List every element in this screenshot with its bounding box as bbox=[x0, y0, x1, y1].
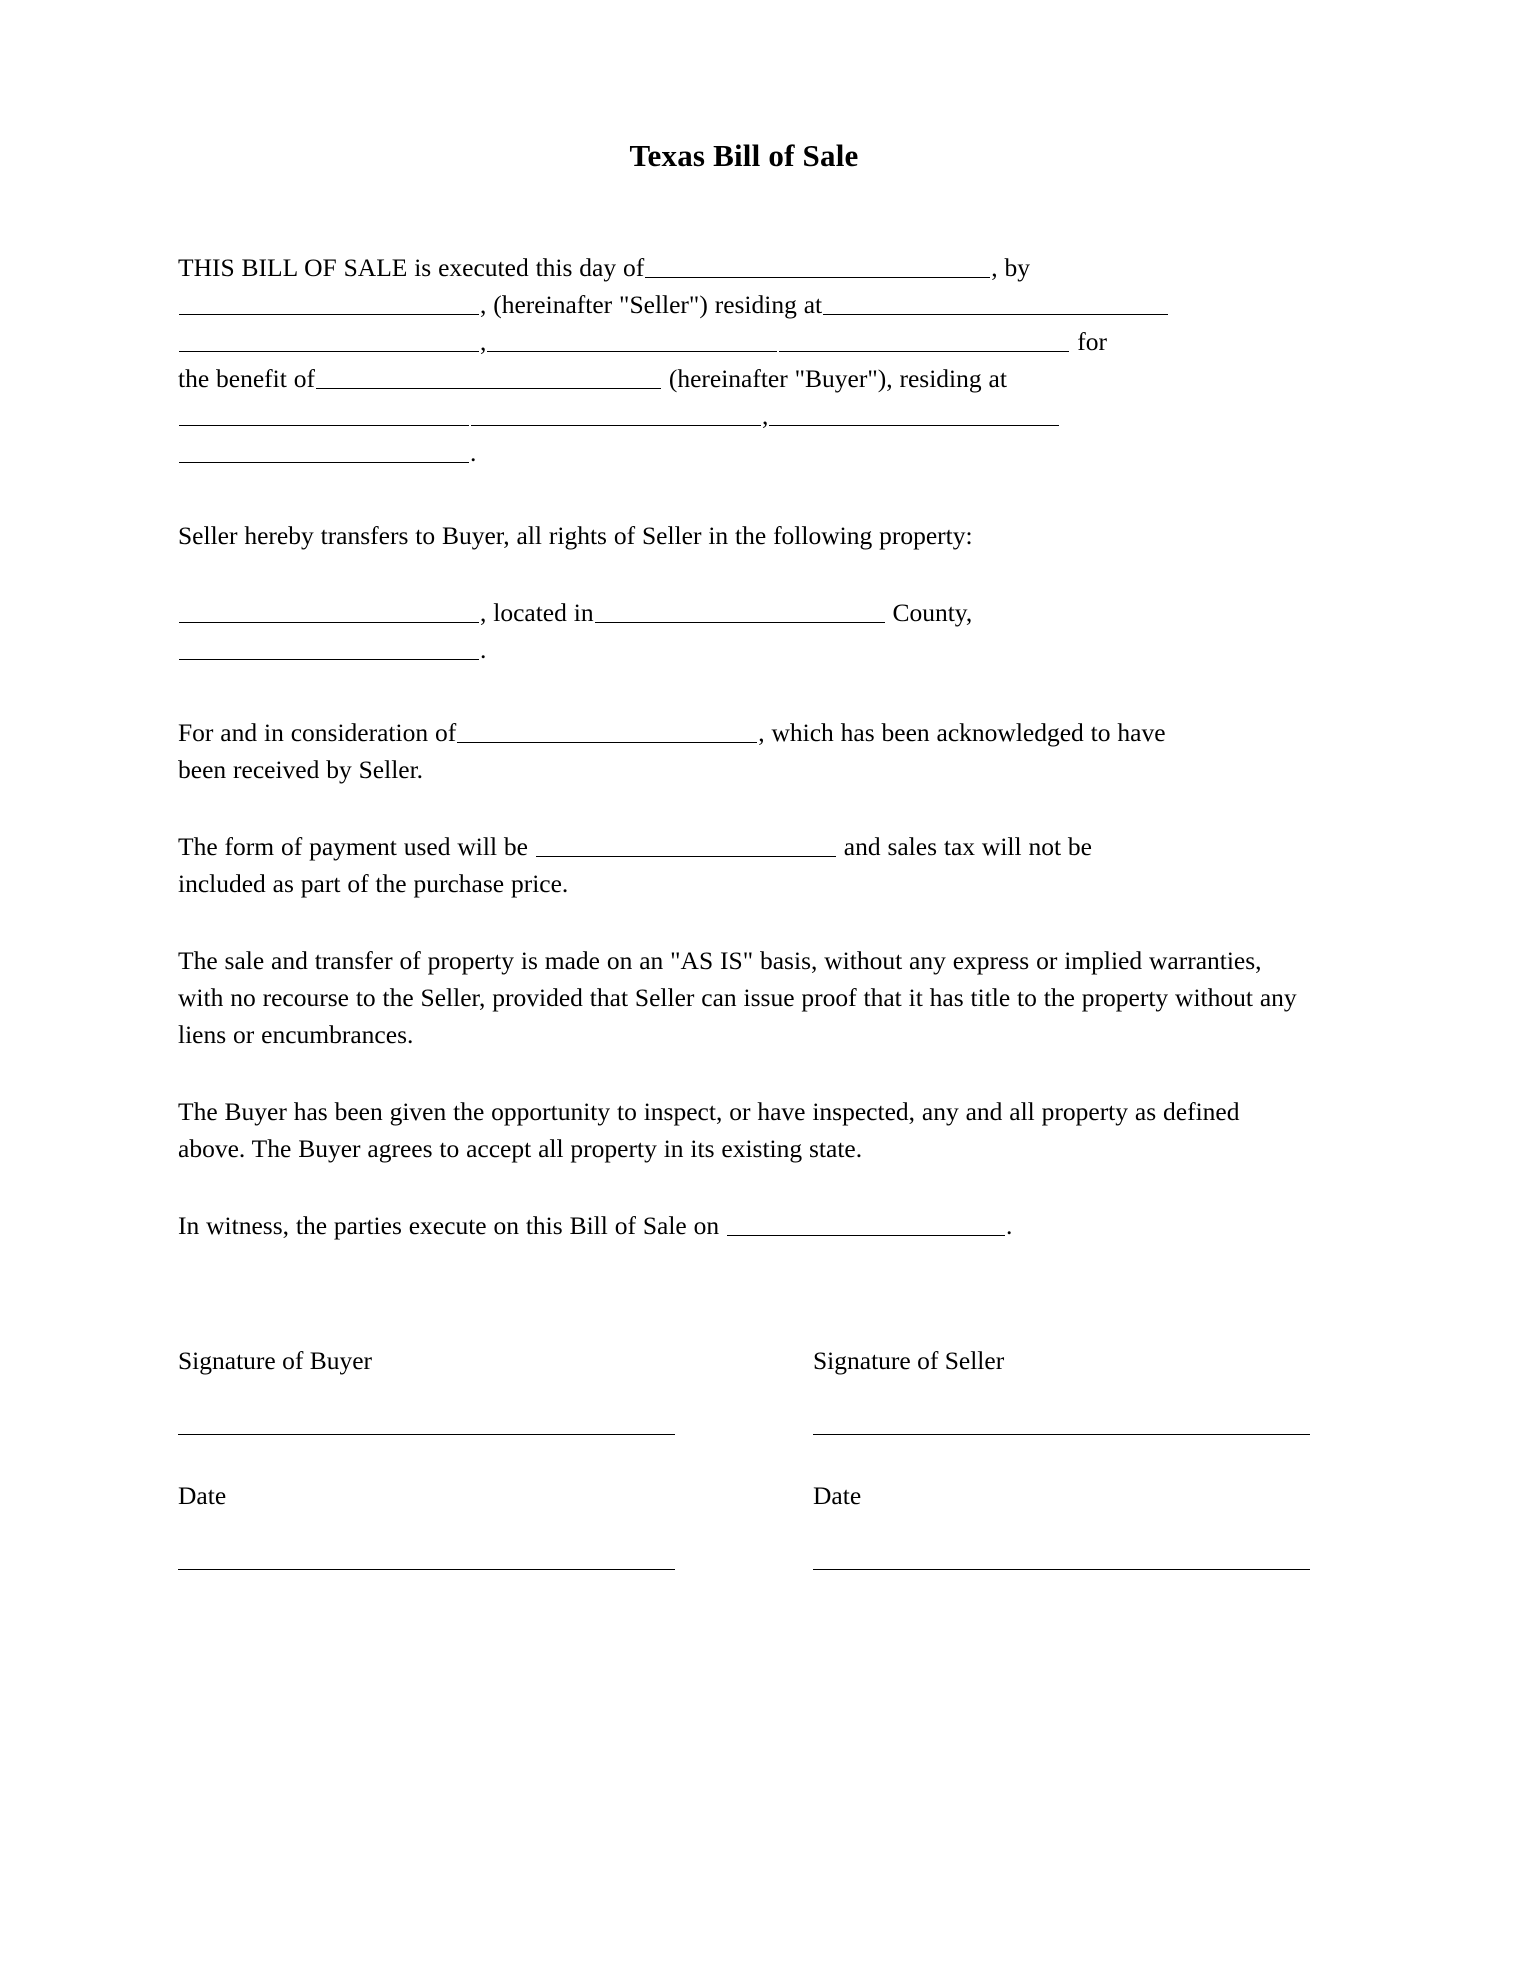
property-text-2: County, bbox=[892, 597, 973, 627]
intro-text-9: . bbox=[470, 437, 477, 467]
intro-text-6: the benefit of bbox=[178, 363, 315, 393]
seller-signature-label: Signature of Seller bbox=[813, 1345, 1005, 1375]
intro-text-3: , (hereinafter "Seller") residing at bbox=[480, 289, 823, 319]
buyer-signature-line-column bbox=[178, 1434, 675, 1435]
consideration-text-2: , which has been acknowledged to have bbox=[758, 717, 1166, 747]
seller-state-blank[interactable] bbox=[487, 327, 777, 352]
witness-paragraph bbox=[178, 1207, 1310, 1244]
payment-text-2: and sales tax will not be bbox=[843, 831, 1092, 861]
consideration-amount-blank[interactable] bbox=[457, 718, 757, 743]
seller-signature-line[interactable] bbox=[813, 1434, 1310, 1435]
spacer-before-property bbox=[178, 554, 1310, 594]
seller-date-line[interactable] bbox=[813, 1569, 1310, 1570]
buyer-zip-blank[interactable] bbox=[179, 438, 469, 463]
spacer-before-consideration bbox=[178, 668, 1310, 714]
spacer-before-signatures bbox=[178, 1244, 1310, 1344]
date-rule-row bbox=[178, 1569, 1310, 1570]
spacer-under-date-labels bbox=[178, 1513, 1310, 1569]
buyer-signature-column bbox=[178, 1344, 675, 1378]
seller-name-blank[interactable] bbox=[179, 290, 479, 315]
property-state-blank[interactable] bbox=[179, 635, 479, 660]
spacer-before-as-is bbox=[178, 902, 1310, 942]
seller-zip-blank[interactable] bbox=[779, 327, 1069, 352]
witness-text-2: . bbox=[1005, 1210, 1013, 1240]
seller-date-column bbox=[813, 1479, 1310, 1513]
execution-date-blank[interactable] bbox=[645, 253, 990, 278]
spacer-after-signature-lines bbox=[178, 1435, 1310, 1479]
spacer-after-title bbox=[178, 173, 1310, 249]
consideration-paragraph bbox=[178, 714, 1310, 788]
payment-text-3: included as part of the purchase price. bbox=[178, 868, 569, 898]
intro-text-7: (hereinafter "Buyer"), residing at bbox=[668, 363, 1007, 393]
buyer-signature-line[interactable] bbox=[178, 1434, 675, 1435]
spacer-before-witness bbox=[178, 1167, 1310, 1207]
witness-date-blank[interactable] bbox=[727, 1211, 1005, 1236]
buyer-signature-label: Signature of Buyer bbox=[178, 1345, 373, 1375]
buyer-state-blank[interactable] bbox=[769, 401, 1059, 426]
spacer-before-inspection bbox=[178, 1053, 1310, 1093]
page-title: Texas Bill of Sale bbox=[629, 138, 859, 173]
payment-form-blank[interactable] bbox=[536, 832, 836, 857]
seller-city-blank[interactable] bbox=[179, 327, 479, 352]
buyer-name-blank[interactable] bbox=[316, 364, 661, 389]
intro-paragraph bbox=[178, 249, 1310, 471]
spacer-before-transfer bbox=[178, 471, 1310, 517]
intro-text-5: for bbox=[1077, 326, 1107, 356]
date-label-row bbox=[178, 1479, 1310, 1513]
property-description-blank[interactable] bbox=[179, 598, 479, 623]
transfer-paragraph: Seller hereby transfers to Buyer, all rights of Seller in the following property: bbox=[178, 520, 973, 550]
buyer-date-line[interactable] bbox=[178, 1569, 675, 1570]
spacer-before-payment bbox=[178, 788, 1310, 828]
buyer-city-blank[interactable] bbox=[471, 401, 761, 426]
inspection-paragraph: The Buyer has been given the opportunity to inspect, or have inspected, any and all property as defined above. The Buyer agrees to accept all property in its existing state. bbox=[178, 1096, 1240, 1163]
buyer-address-blank[interactable] bbox=[179, 401, 469, 426]
intro-text-8: , bbox=[762, 400, 769, 430]
witness-text-1: In witness, the parties execute on this Bill of Sale on bbox=[178, 1210, 720, 1240]
seller-signature-line-column bbox=[813, 1434, 1310, 1435]
signature-label-row bbox=[178, 1344, 1310, 1378]
intro-text-4: , bbox=[480, 326, 487, 356]
as-is-paragraph: The sale and transfer of property is made on an "AS IS" basis, without any express or implied warranties, with no recourse to the Seller, provided that Seller can issue proof that it has title to the property without any liens or encumbrances. bbox=[178, 945, 1297, 1049]
property-paragraph bbox=[178, 594, 1310, 668]
buyer-date-column bbox=[178, 1479, 675, 1513]
intro-text-1: THIS BILL OF SALE is executed this day of bbox=[178, 252, 645, 282]
seller-date-line-column bbox=[813, 1569, 1310, 1570]
property-county-blank[interactable] bbox=[595, 598, 885, 623]
property-text-3: . bbox=[480, 634, 487, 664]
consideration-text-3: been received by Seller. bbox=[178, 754, 424, 784]
property-text-1: , located in bbox=[480, 597, 594, 627]
seller-date-label: Date bbox=[813, 1480, 862, 1510]
buyer-date-label: Date bbox=[178, 1480, 227, 1510]
intro-text-2: , by bbox=[991, 252, 1030, 282]
seller-address-blank[interactable] bbox=[823, 290, 1168, 315]
consideration-text-1: For and in consideration of bbox=[178, 717, 457, 747]
document-body bbox=[178, 0, 1310, 1570]
spacer-under-signature-labels bbox=[178, 1378, 1310, 1434]
buyer-date-line-column bbox=[178, 1569, 675, 1570]
payment-text-1: The form of payment used will be bbox=[178, 831, 528, 861]
payment-paragraph bbox=[178, 828, 1310, 902]
signature-block bbox=[178, 1244, 1310, 1570]
seller-signature-column bbox=[813, 1344, 1310, 1378]
